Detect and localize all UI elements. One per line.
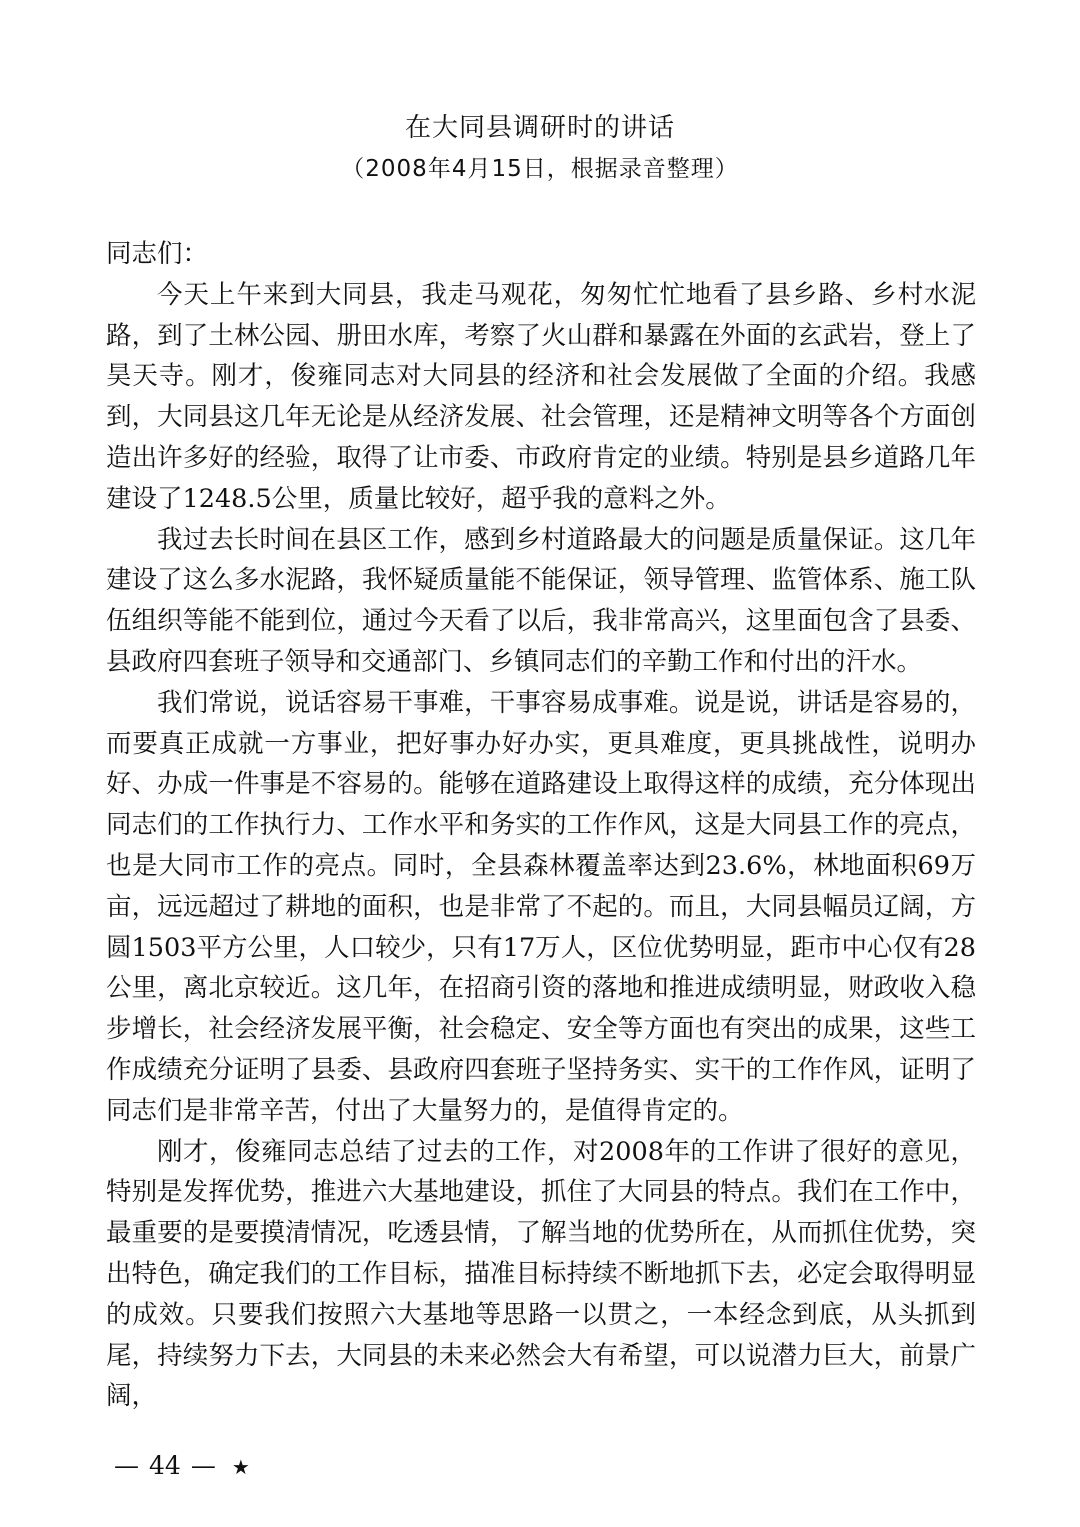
star-icon: ★	[231, 1455, 250, 1479]
paragraph-3: 我们常说，说话容易干事难，干事容易成事难。说是说，讲话是容易的，而要真正成就一方事业，把好事办好办实，更具难度，更具挑战性，说明办好、办成一件事是不容易的。能够在道路建设上取得这样的成绩，充分体现出同志们的工作执行力、工作水平和务实的工作作风，这是大同县工作的亮点，也是大同市工作的亮点。同时，全县森林覆盖率达到23.6%，林地面积69万亩，远远超过了耕地的面积，也是非常了不起的。而且，大同县幅员辽阔，方圆1503平方公里，人口较少，只有17万人，区位优势明显，距市中心仅有28公里，离北京较近。这几年，在招商引资的落地和推进成绩明显，财政收入稳步增长，社会经济发展平衡，社会稳定、安全等方面也有突出的成果，这些工作成绩充分证明了县委、县政府四套班子坚持务实、实干的工作作风，证明了同志们是非常辛苦，付出了大量努力的，是值得肯定的。	[106, 687, 976, 1126]
page-subtitle: （2008年4月15日，根据录音整理）	[341, 156, 739, 182]
page-footer	[114, 1450, 250, 1483]
salutation: 同志们：	[106, 239, 209, 269]
speech-body	[106, 234, 976, 1417]
paragraph-2: 我过去长时间在县区工作，感到乡村道路最大的问题是质量保证。这几年建设了这么多水泥路，我怀疑质量能不能保证，领导管理、监管体系、施工队伍组织等能不能到位，通过今天看了以后，我非常高兴，这里面包含了县委、县政府四套班子领导和交通部门、乡镇同志们的辛勤工作和付出的汗水。	[106, 524, 976, 677]
page-number: 44	[149, 1451, 181, 1480]
footer-dash-right: —	[190, 1451, 216, 1480]
paragraph-4: 刚才，俊雍同志总结了过去的工作，对2008年的工作讲了很好的意见，特别是发挥优势，推进六大基地建设，抓住了大同县的特点。我们在工作中，最重要的是要摸清情况，吃透县情，了解当地的优势所在，从而抓住优势，突出特色，确定我们的工作目标，描准目标持续不断地抓下去，必定会取得明显的成效。只要我们按照六大基地等思路一以贯之，一本经念到底，从头抓到尾，持续努力下去，大同县的未来必然会大有希望，可以说潜力巨大，前景广阔，	[106, 1136, 976, 1412]
footer-dash-left: —	[114, 1451, 139, 1480]
page-title: 在大同县调研时的讲话	[404, 113, 675, 143]
paragraph-1: 今天上午来到大同县，我走马观花，匆匆忙忙地看了县乡路、乡村水泥路，到了土林公园、册田水库，考察了火山群和暴露在外面的玄武岩，登上了昊天寺。刚才，俊雍同志对大同县的经济和社会发展做了全面的介绍。我感到，大同县这几年无论是从经济发展、社会管理，还是精神文明等各个方面创造出许多好的经验，取得了让市委、市政府肯定的业绩。特别是县乡道路几年建设了1248.5公里，质量比较好，超乎我的意料之外。	[106, 279, 976, 514]
